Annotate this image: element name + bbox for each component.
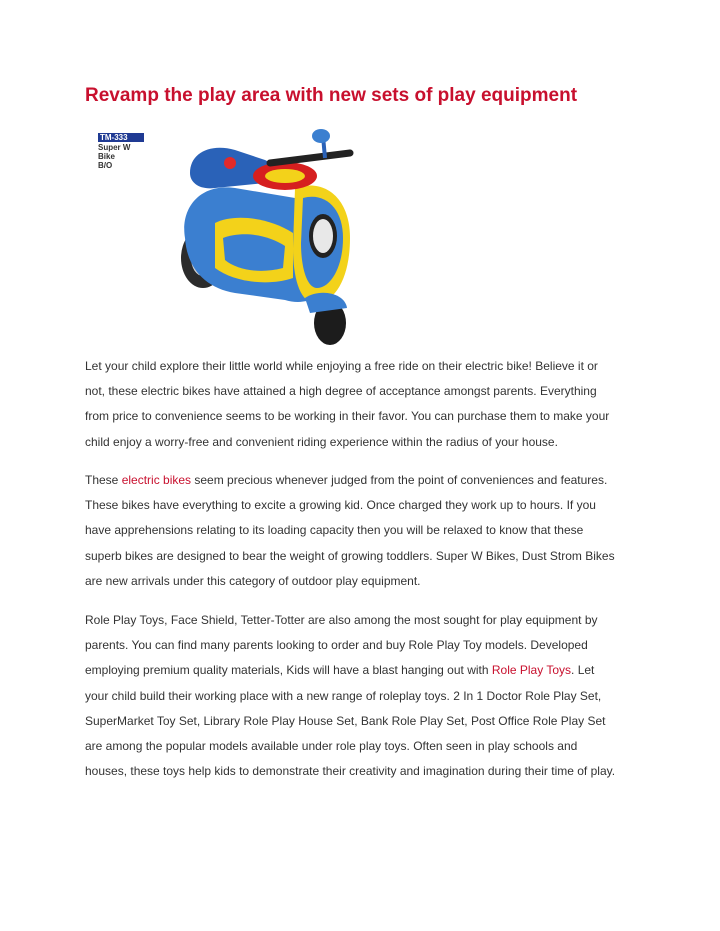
text-line: Let your child explore their little world while enjoying a free ride on their electric bike! Believe it or: [85, 359, 598, 373]
text-line: These bikes have everything to excite a growing kid. Once charged they work up to hours. If you: [85, 498, 596, 513]
text-line: are new arrivals under this category of outdoor play equipment.: [85, 573, 421, 588]
product-box: B/O: [98, 161, 113, 170]
electric-bikes-link[interactable]: electric bikes: [121, 473, 192, 487]
text-line: superb bikes are designed to bear the weight of growing toddlers. Super W Bikes, Dust Strom Bikes: [85, 548, 615, 563]
mirror: [312, 129, 330, 143]
text-line: are among the popular models available under role play toys. Often seen in play schools and: [85, 739, 578, 754]
role-play-toys-link[interactable]: Role Play Toys: [491, 663, 572, 678]
text-line: [85, 468, 645, 493]
text-line: [85, 658, 645, 683]
text-line: not, these electric bikes have attained a high degree of acceptance amongst parents. Everything: [85, 384, 597, 399]
text-line: SuperMarket Toy Set, Library Role Play House Set, Bank Role Play Set, Post Office Role Play Set: [85, 713, 606, 728]
text-fragment: . Let: [571, 663, 595, 678]
text-line: parents. You can find many parents looking to order and buy Role Play Toy models. Developed: [85, 638, 588, 653]
product-name: Super W Bike: [98, 143, 131, 161]
text-line: houses, these toys help kids to demonstrate their creativity and imagination during their time of play.: [85, 764, 616, 779]
text-line: from price to convenience seems to be working in their favor. You can purchase them to make your: [85, 409, 610, 424]
text-fragment: employing premium quality materials, Kids will have a blast hanging out with: [85, 663, 492, 678]
text-fragment: These: [85, 473, 122, 487]
product-code: TM-333: [98, 133, 144, 142]
paragraph-2: [85, 468, 645, 594]
product-image: [90, 128, 495, 348]
paragraph-1: [85, 354, 645, 455]
handlebar: [270, 153, 350, 163]
text-line: have apprehensions relating to its loading capacity then you will be relaxed to know that these: [85, 523, 584, 538]
product-label: [98, 133, 148, 170]
text-line: your child build their working place with a new range of roleplay toys. 2 In 1 Doctor Role Play Set,: [85, 688, 602, 703]
paragraph-3: [85, 608, 645, 784]
electric-bike-illustration: [175, 128, 365, 348]
text-fragment: seem precious whenever judged from the point of conveniences and features.: [191, 473, 608, 487]
page-title: Revamp the play area with new sets of play equipment: [85, 85, 578, 106]
text-line: Role Play Toys, Face Shield, Tetter-Totter are also among the most sought for play equipment by: [85, 613, 598, 627]
text-line: child enjoy a worry-free and convenient riding experience within the radius of your house.: [85, 434, 558, 449]
